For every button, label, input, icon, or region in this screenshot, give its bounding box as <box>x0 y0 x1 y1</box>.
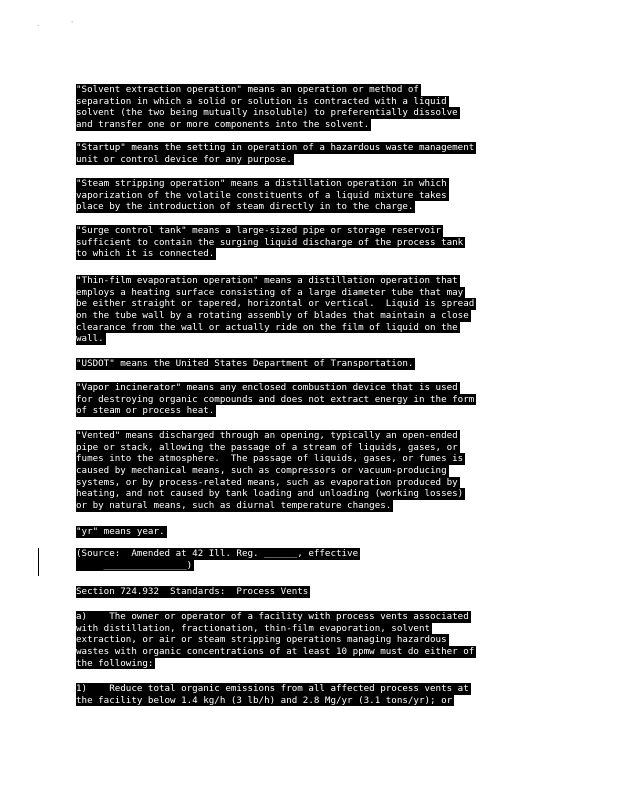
definition-thin-film-evaporation <box>76 275 476 345</box>
text-line: "Vented" means discharged through an opening, typically an open-ended <box>76 430 458 441</box>
text-line: wastes with organic concentrations of at least 10 ppmw must do either of <box>76 646 475 658</box>
text-line: "Steam stripping operation" means a distillation operation in which <box>76 178 447 189</box>
section-heading <box>76 586 310 598</box>
text-line: (Source: Amended at 42 Ill. Reg. ______, effective <box>76 548 359 559</box>
page-mark: . <box>36 20 41 28</box>
definition-surge-control-tank <box>76 225 465 260</box>
text-line: on the tube wall by a rotating assembly of blades that maintain a close <box>76 310 469 322</box>
change-bar <box>38 548 39 576</box>
text-line: unit or control device for any purpose. <box>76 153 292 165</box>
text-line: employs a heating surface consisting of a large diameter tube that may <box>76 286 464 298</box>
text-line: clearance from the wall or actually ride on the film of liquid on the <box>76 321 458 333</box>
definition-startup <box>76 142 476 165</box>
text-line: systems, or by process-related means, such as evaporation produced by <box>76 476 458 488</box>
text-line: "Thin-film evaporation operation" means a distillation operation that <box>76 275 458 286</box>
text-line: "Vapor incinerator" means any enclosed combustion device that is used <box>76 382 458 393</box>
text-line: _______________) <box>76 559 193 571</box>
text-line: heating, and not caused by tank loading and unloading (working losses) <box>76 488 464 500</box>
text-line: the facility below 1.4 kg/h (3 lb/h) and 2.8 Mg/yr (3.1 tons/yr); or <box>76 694 453 706</box>
subsection-a-1 <box>76 683 471 706</box>
text-line: fumes into the atmosphere. The passage of liquids, gases, or fumes is <box>76 453 464 465</box>
text-line: be either straight or tapered, horizontal or vertical. Liquid is spread <box>76 298 475 310</box>
definition-vapor-incinerator <box>76 382 476 417</box>
text-line: vaporization of the volatile constituents of a liquid mixture takes <box>76 189 447 201</box>
text-line: extraction, or air or steam stripping operations managing hazardous <box>76 634 447 646</box>
definition-usdot <box>76 358 415 370</box>
text-line: place by the introduction of steam directly in to the charge. <box>76 201 414 213</box>
definition-vented <box>76 430 465 512</box>
text-line: "Startup" means the setting in operation of a hazardous waste management <box>76 142 475 153</box>
text-line: of steam or process heat. <box>76 405 215 417</box>
text-line: with distillation, fractionation, thin-film evaporation, solvent <box>76 622 431 634</box>
text-line: "USDOT" means the United States Department of Transportation. <box>76 358 414 369</box>
definition-solvent-extraction <box>76 84 460 131</box>
text-line: the following: <box>76 657 154 669</box>
text-line: or by natural means, such as diurnal temperature changes. <box>76 500 392 512</box>
text-line: a) The owner or operator of a facility with process vents associated <box>76 611 469 622</box>
text-line: and transfer one or more components into the solvent. <box>76 119 370 131</box>
subsection-a <box>76 611 476 669</box>
text-line: separation in which a solid or solution is contracted with a liquid <box>76 95 447 107</box>
page-mark: ' <box>70 20 75 28</box>
text-line: sufficient to contain the surging liquid discharge of the process tank <box>76 236 464 248</box>
text-line: caused by mechanical means, such as compressors or vacuum-producing <box>76 465 447 477</box>
definition-steam-stripping <box>76 178 449 213</box>
text-line: "Surge control tank" means a large-sized pipe or storage reservoir <box>76 225 442 236</box>
text-line: "yr" means year. <box>76 526 165 537</box>
text-line: to which it is connected. <box>76 248 215 260</box>
text-line: "Solvent extraction operation" means an operation or method of <box>76 84 419 95</box>
text-line: pipe or stack, allowing the passage of a stream of liquids, gases, or <box>76 441 458 453</box>
source-note <box>76 548 360 571</box>
text-line: solvent (the two being mutually insoluble) to preferentially dissolve <box>76 107 458 119</box>
text-line: wall. <box>76 333 104 345</box>
definition-yr <box>76 526 167 538</box>
text-line: Section 724.932 Standards: Process Vents <box>76 586 309 597</box>
text-line: 1) Reduce total organic emissions from all affected process vents at <box>76 683 469 694</box>
text-line: for destroying organic compounds and does not extract energy in the form <box>76 393 475 405</box>
